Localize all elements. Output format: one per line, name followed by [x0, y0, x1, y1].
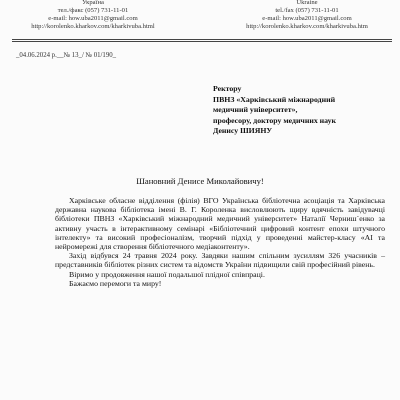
body-paragraph-3: Віримо у продовження нашої подальшої плідної співпраці.	[69, 269, 265, 279]
registration-number: _04.06.2024 р.__№ 13_/ № 01/190_	[16, 52, 117, 59]
letterhead-english	[222, 0, 392, 31]
letterhead-phone: тел./факс (057) 731-11-01	[57, 7, 129, 14]
letterhead-email[interactable]: e-mail: how.uba2011@gmail.com	[48, 15, 138, 22]
addressee-title: професору, доктору медичних наук	[213, 115, 337, 125]
letterhead-site-en[interactable]: http://korolenko.kharkov.com/kharkivuba.htm	[246, 23, 368, 30]
body-paragraph-1: Харківське обласне відділення (філія) ВГО Українська бібліотечна асоціація та Харківська державна наукова бібліотека імені В. Г. Короленка висловлюють щиру вдячність завідувачці бібліотеки ПВНЗ «Харківський міжнародний медичний університет» Наталії Черниш`енко за активну участь в інтерактивному семінарі «Бібліотечний цифровий контент епохи штучного інтелекту» та високий професіоналізм, творчий підхід у проведенні майстер-класу «AI та нейромережі для створення бібліотечного медіаконтенту».	[55, 196, 385, 252]
body-paragraph-2: Захід відбувся 24 травня 2024 року. Завдяки нашим спільним зусиллям 326 учасників – представників бібліотек різних систем та відомств України підвищили свій професійний рівень.	[55, 251, 385, 270]
addressee-org-line1: ПВНЗ «Харківський міжнародний	[213, 94, 336, 104]
letterhead-country: Україна	[82, 0, 104, 6]
salutation: Шановний Денисе Миколайовичу!	[136, 176, 264, 186]
addressee-position: Ректору	[213, 84, 242, 93]
letterhead-ukrainian	[18, 0, 168, 31]
letter-body	[55, 196, 385, 288]
letterhead-site[interactable]: http://korolenko.kharkov.com/kharkivuba.html	[31, 23, 155, 30]
addressee-block	[213, 84, 393, 137]
body-paragraph-4: Бажаємо перемоги та миру!	[69, 278, 162, 288]
letterhead-country-en: Ukraine	[296, 0, 318, 6]
letterhead-phone-en: tel./fax (057) 731-11-01	[275, 7, 339, 14]
letterhead-divider-bottom	[12, 41, 392, 42]
addressee-name: Денису ШИЯНУ	[213, 126, 273, 136]
letterhead-divider-top	[12, 39, 392, 40]
addressee-org-line2: медичний університет»,	[213, 105, 298, 115]
letterhead-email-en[interactable]: e-mail: how.uba2011@gmail.com	[262, 15, 352, 22]
